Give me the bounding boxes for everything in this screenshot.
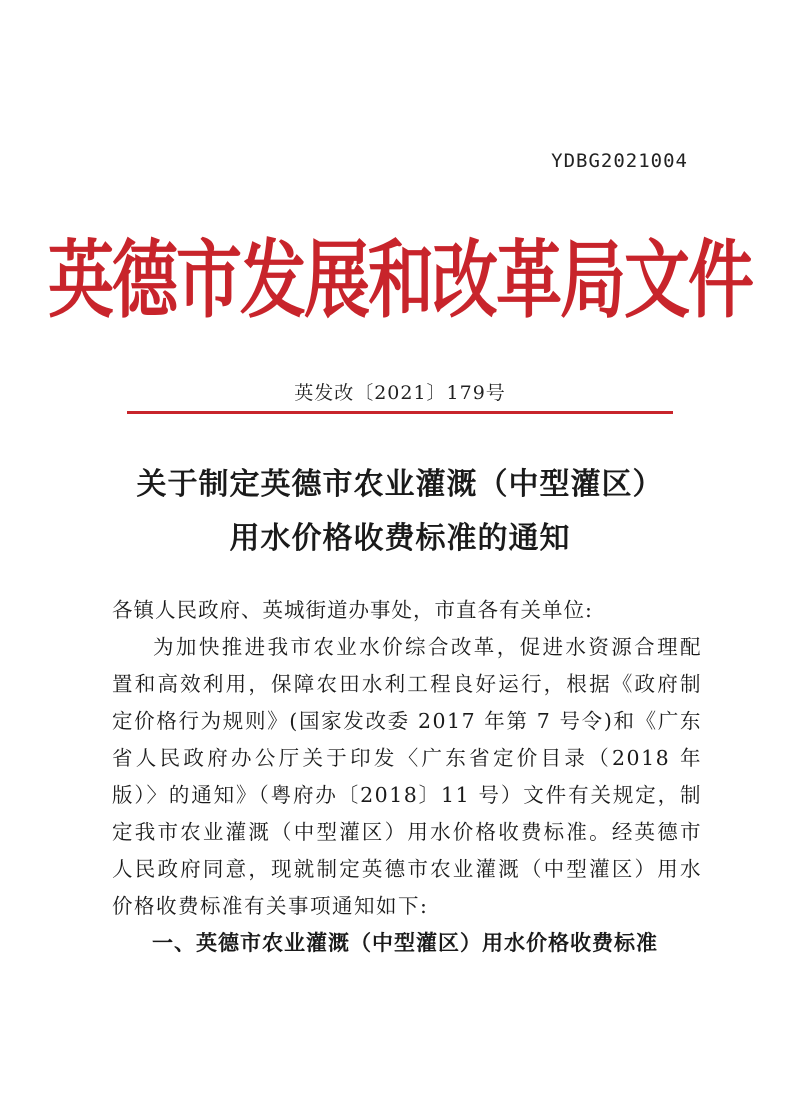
section-heading-1: 一、英德市农业灌溉（中型灌区）用水价格收费标准 xyxy=(152,931,658,955)
document-code: YDBG2021004 xyxy=(551,150,688,172)
title-line-1: 关于制定英德市农业灌溉（中型灌区） xyxy=(136,467,664,502)
document-title xyxy=(0,458,800,566)
addressee-line: 各镇人民政府、英城街道办事处，市直各有关单位: xyxy=(112,598,593,622)
red-divider-line xyxy=(127,411,673,414)
document-body xyxy=(112,592,702,962)
issuer-header: 英德市发展和改革局文件 xyxy=(48,229,752,330)
title-line-2: 用水价格收费标准的通知 xyxy=(229,521,571,556)
document-number: 英发改〔2021〕179号 xyxy=(294,382,506,404)
body-paragraph: 为加快推进我市农业水价综合改革，促进水资源合理配置和高效利用，保障农田水利工程良好运行，根据《政府制定价格行为规则》(国家发改委 2017 年第 7 号令)和《广东省人民政府办公厅关于印发〈广东省定价目录（2018 年版）〉的通知》（粤府办〔2018〕11 号）文件有关规定，制定我市农业灌溉（中型灌区）用水价格收费标准。经英德市人民政府同意，现就制定英德市农业灌溉（中型灌区）用水价格收费标准有关事项通知如下: xyxy=(112,635,702,918)
